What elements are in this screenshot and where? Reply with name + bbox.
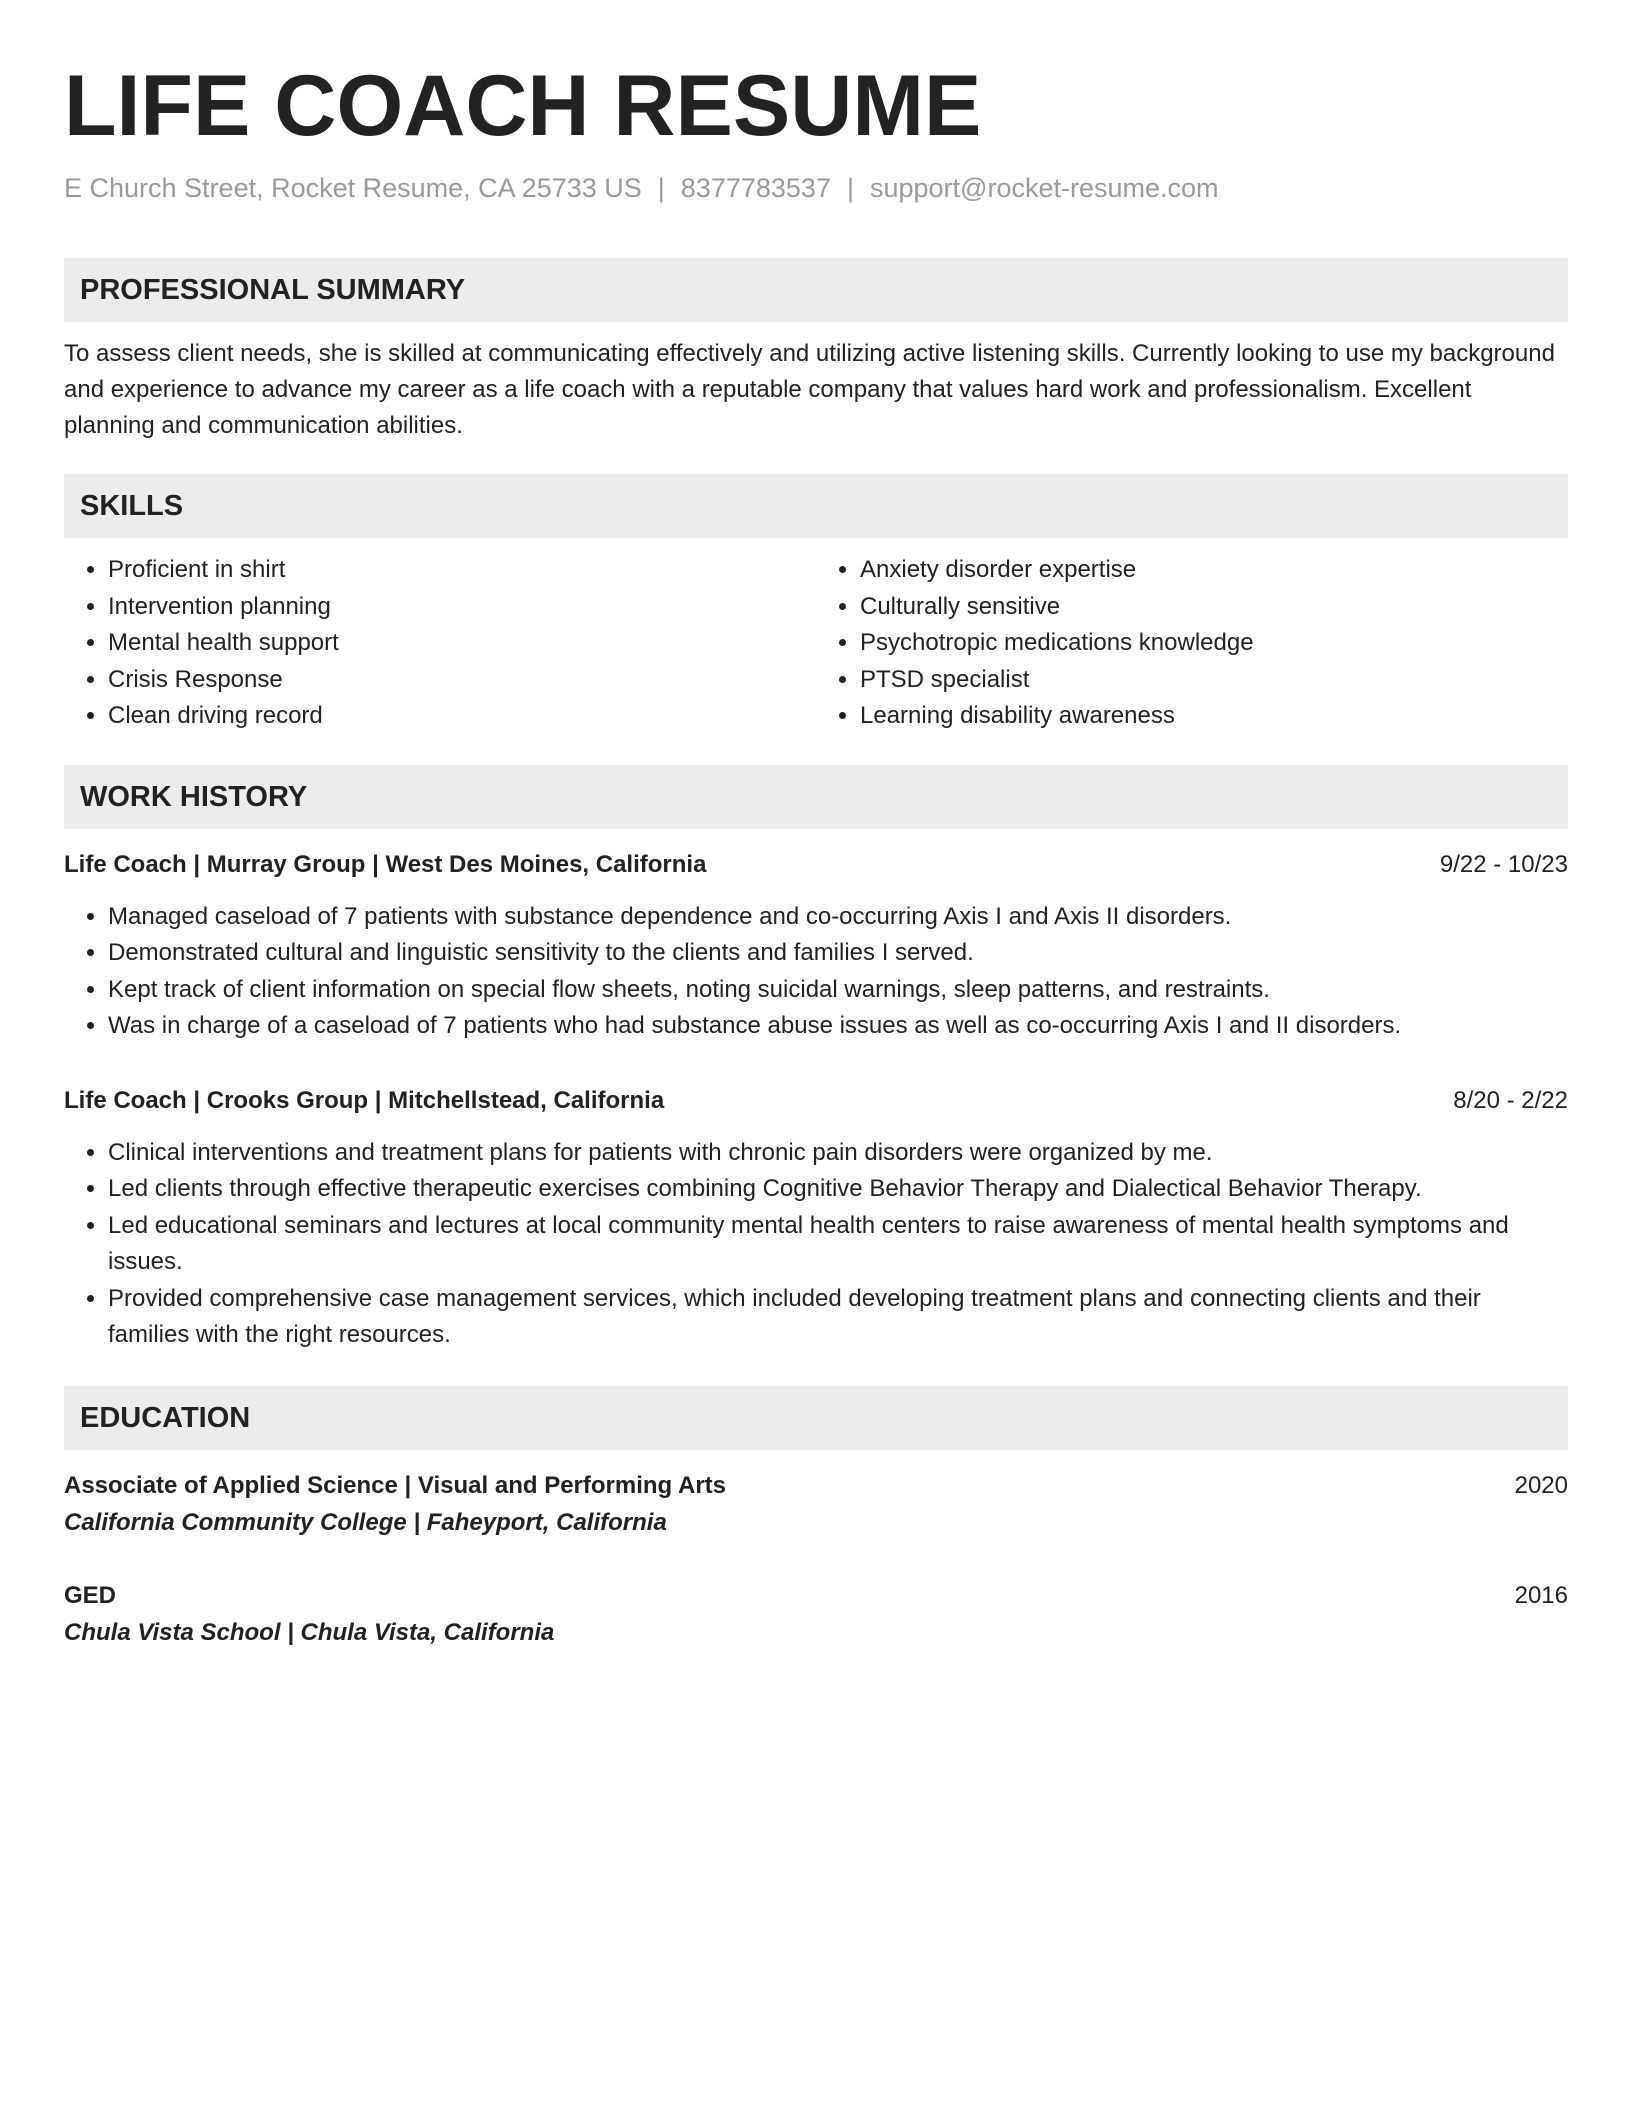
education-header xyxy=(64,1578,1568,1614)
skill-item: • Crisis Response xyxy=(108,662,816,699)
job-bullet: • Managed caseload of 7 patients with substance dependence and co-occurring Axis I and Axis II disorders. xyxy=(108,899,1568,936)
job-bullet: • Demonstrated cultural and linguistic sensitivity to the clients and families I served. xyxy=(108,935,1568,972)
resume-title: LIFE COACH RESUME xyxy=(64,58,982,154)
education-section xyxy=(64,1386,1568,1652)
skill-item: • PTSD specialist xyxy=(860,662,1568,699)
job-bullet: • Clinical interventions and treatment plans for patients with chronic pain disorders were organized by me. xyxy=(108,1135,1568,1172)
job-title: Life Coach | Crooks Group | Mitchellstead, California xyxy=(64,1086,665,1114)
work-history-section xyxy=(64,765,1568,1354)
skill-item: • Anxiety disorder expertise xyxy=(860,552,1568,589)
skills-heading: SKILLS xyxy=(64,474,1568,538)
resume-page xyxy=(64,56,1568,1652)
contact-separator: | xyxy=(657,173,665,203)
education-heading: EDUCATION xyxy=(64,1386,1568,1450)
job-entry xyxy=(64,1083,1568,1354)
skill-item: • Intervention planning xyxy=(108,589,816,626)
job-bullet: • Led clients through effective therapeutic exercises combining Cognitive Behavior Therapy and Dialectical Behavior Therapy. xyxy=(108,1171,1568,1208)
job-bullet: • Kept track of client information on special flow sheets, noting suicidal warnings, sleep patterns, and restraints. xyxy=(108,972,1568,1009)
skill-item: • Learning disability awareness xyxy=(860,698,1568,735)
job-bullet: • Led educational seminars and lectures at local community mental health centers to raise awareness of mental health symptoms and issues. xyxy=(108,1208,1568,1281)
summary-text: To assess client needs, she is skilled at communicating effectively and utilizing active listening skills. Currently looking to use my background and experience to advance my career as a life coach with a reputable company that values hard work and professionalism. Excellent planning and communication abilities. xyxy=(64,340,1555,439)
address-text: E Church Street, Rocket Resume, CA 25733 US xyxy=(64,173,642,203)
contact-separator: | xyxy=(846,173,854,203)
skills-column-right xyxy=(816,552,1568,735)
skills-grid xyxy=(64,552,1568,735)
education-entry xyxy=(64,1578,1568,1652)
job-bullets xyxy=(64,1135,1568,1354)
skill-item: • Proficient in shirt xyxy=(108,552,816,589)
job-bullet: • Provided comprehensive case management services, which included developing treatment plans and connecting clients and their families with the right resources. xyxy=(108,1281,1568,1354)
summary-heading: PROFESSIONAL SUMMARY xyxy=(64,258,1568,322)
job-bullet: • Was in charge of a caseload of 7 patients who had substance abuse issues as well as co-occurring Axis I and II disorders. xyxy=(108,1008,1568,1045)
work-history-heading: WORK HISTORY xyxy=(64,765,1568,829)
job-title: Life Coach | Murray Group | West Des Moines, California xyxy=(64,850,707,878)
education-year: 2020 xyxy=(1514,1471,1568,1499)
skill-item: • Mental health support xyxy=(108,625,816,662)
skill-item: • Psychotropic medications knowledge xyxy=(860,625,1568,662)
degree-title: GED xyxy=(64,1581,117,1609)
email-text: support@rocket-resume.com xyxy=(869,173,1219,203)
phone-text: 8377783537 xyxy=(680,173,831,203)
skills-column-left xyxy=(64,552,816,735)
education-header xyxy=(64,1468,1568,1504)
job-dates: 8/20 - 2/22 xyxy=(1453,1086,1568,1114)
job-dates: 9/22 - 10/23 xyxy=(1439,850,1568,878)
job-bullets xyxy=(64,899,1568,1045)
education-year: 2016 xyxy=(1514,1581,1568,1609)
job-header xyxy=(64,1083,1568,1119)
job-entry xyxy=(64,847,1568,1045)
contact-line xyxy=(64,168,1568,208)
degree-title: Associate of Applied Science | Visual and Performing Arts xyxy=(64,1471,727,1499)
skill-item: • Culturally sensitive xyxy=(860,589,1568,626)
skill-item: • Clean driving record xyxy=(108,698,816,735)
education-institution: California Community College | Faheyport, California xyxy=(64,1508,667,1536)
job-header xyxy=(64,847,1568,883)
summary-section xyxy=(64,258,1568,444)
education-institution: Chula Vista School | Chula Vista, California xyxy=(64,1618,555,1646)
education-entry xyxy=(64,1468,1568,1542)
skills-section xyxy=(64,474,1568,735)
